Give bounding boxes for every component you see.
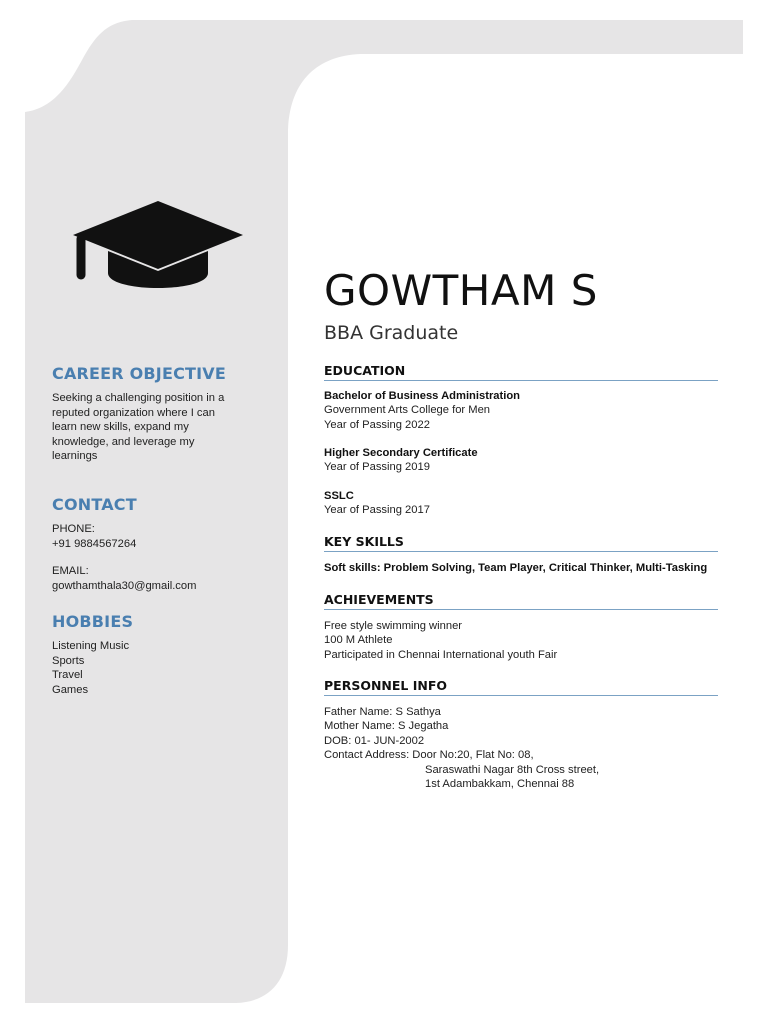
address-line: 1st Adambakkam, Chennai 88: [425, 778, 575, 791]
year-of-passing: Year of Passing 2019: [324, 461, 430, 474]
contact-block: [52, 522, 252, 593]
achievement-item: Free style swimming winner: [324, 620, 463, 632]
degree-title: Higher Secondary Certificate: [324, 447, 478, 459]
father-name: Father Name: S Sathya: [324, 706, 441, 718]
contact-heading: CONTACT: [52, 495, 137, 514]
mother-name: Mother Name: S Jegatha: [324, 720, 449, 733]
hobbies-list: [52, 639, 252, 697]
key-skills-heading: KEY SKILLS: [324, 534, 718, 552]
career-objective-text: [52, 391, 252, 464]
career-line: reputed organization where I can: [52, 406, 215, 419]
education-heading: EDUCATION: [324, 363, 718, 381]
email-value: gowthamthala30@gmail.com: [52, 579, 197, 592]
skills-line: Soft skills: Problem Solving, Team Player, Critical Thinker, Multi-Tasking: [324, 562, 708, 574]
career-objective-heading: CAREER OBJECTIVE: [52, 364, 226, 383]
year-of-passing: Year of Passing 2017: [324, 504, 430, 517]
hobby-item: Travel: [52, 669, 83, 682]
achievements-list: [324, 619, 718, 662]
personnel-info-heading: PERSONNEL INFO: [324, 678, 718, 696]
skills-text: [324, 561, 718, 575]
personnel-info-block: [324, 705, 718, 791]
career-line: Seeking a challenging position in a: [52, 392, 225, 404]
hobby-item: Games: [52, 683, 89, 696]
year-of-passing: Year of Passing 2022: [324, 418, 430, 431]
hobby-item: Sports: [52, 654, 85, 667]
date-of-birth: DOB: 01- JUN-2002: [324, 734, 425, 747]
career-line: learn new skills, expand my: [52, 421, 189, 434]
achievement-item: 100 M Athlete: [324, 634, 393, 647]
candidate-name: GOWTHAM S: [324, 266, 598, 315]
email-label: EMAIL:: [52, 565, 89, 578]
career-line: knowledge, and leverage my: [52, 435, 195, 448]
education-entry: [324, 489, 718, 518]
candidate-title: BBA Graduate: [324, 322, 459, 344]
education-entry: [324, 446, 718, 475]
hobbies-heading: HOBBIES: [52, 612, 134, 631]
contact-address: Contact Address: Door No:20, Flat No: 08,: [324, 749, 534, 762]
hobby-item: Listening Music: [52, 640, 130, 652]
education-entry: [324, 389, 718, 432]
degree-title: Bachelor of Business Administration: [324, 390, 521, 402]
address-line: Saraswathi Nagar 8th Cross street,: [425, 763, 600, 776]
phone-label: PHONE:: [52, 523, 95, 535]
career-line: learnings: [52, 450, 98, 463]
graduation-cap-icon: [68, 195, 248, 305]
phone-value: +91 9884567264: [52, 537, 137, 550]
degree-title: SSLC: [324, 490, 354, 502]
achievement-item: Participated in Chennai International youth Fair: [324, 648, 558, 661]
institution: Government Arts College for Men: [324, 404, 491, 417]
achievements-heading: ACHIEVEMENTS: [324, 592, 718, 610]
